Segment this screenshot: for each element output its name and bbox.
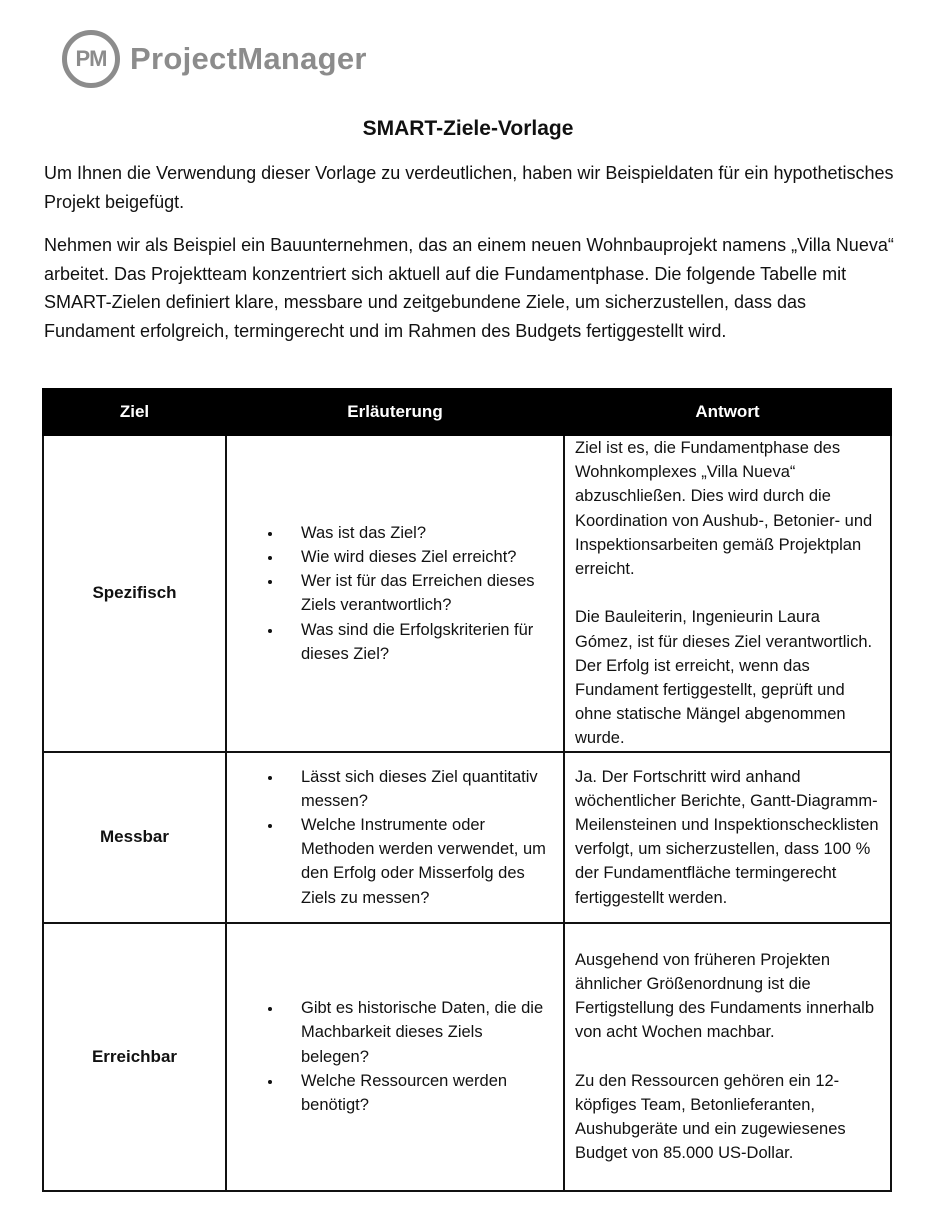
question-list (227, 521, 563, 666)
intro-paragraph-1: Um Ihnen die Verwendung dieser Vorlage zu verdeutlichen, haben wir Beispieldaten für ein hypothetisches Projekt beigefügt. (44, 163, 894, 212)
pm-logo-icon: PM (62, 30, 120, 88)
table-row (43, 923, 891, 1191)
question-item: • Wie wird dieses Ziel erreicht? (283, 545, 555, 569)
answer-paragraph: Ausgehend von früheren Projekten ähnlicher Größenordnung ist die Fertigstellung des Fundaments innerhalb von acht Wochen machbar. (575, 950, 875, 1042)
explanation-cell (226, 752, 564, 923)
answer-cell (564, 923, 891, 1191)
table-row (43, 752, 891, 923)
brand-name: ProjectManager (130, 41, 367, 76)
brand-logo (62, 30, 367, 88)
question-item: • Welche Ressourcen werden benötigt? (283, 1069, 555, 1117)
header-antwort: Antwort (564, 389, 891, 435)
question-item: • Was ist das Ziel? (283, 521, 555, 545)
answer-paragraph: Ja. Der Fortschritt wird anhand wöchentlicher Berichte, Gantt-Diagramm-Meilensteinen und Inspektionschecklisten verfolgt, um sicherzustellen, dass 100 % der Fundamentfläche termingerecht fertiggestellt werden. (575, 767, 879, 907)
goal-cell: Messbar (43, 752, 226, 923)
document-title: SMART-Ziele-Vorlage (362, 117, 574, 140)
explanation-cell (226, 923, 564, 1191)
question-item: • Gibt es historische Daten, die die Machbarkeit dieses Ziels belegen? (283, 996, 555, 1069)
question-item: • Wer ist für das Erreichen dieses Ziels verantwortlich? (283, 569, 555, 617)
answer-paragraph: Die Bauleiterin, Ingenieurin Laura Gómez, ist für dieses Ziel verantwortlich. Der Erfolg ist erreicht, wenn das Fundament fertiggestellt, geprüft und ohne statische Mängel abgenommen wurde. (575, 608, 873, 748)
header-ziel: Ziel (43, 389, 226, 435)
answer-cell (564, 435, 891, 752)
answer-cell (564, 752, 891, 923)
question-item: • Lässt sich dieses Ziel quantitativ messen? (283, 765, 555, 813)
smart-goals-table (42, 388, 892, 1192)
goal-cell: Spezifisch (43, 435, 226, 752)
question-item: • Was sind die Erfolgskriterien für dieses Ziel? (283, 618, 555, 666)
answer-paragraph: Ziel ist es, die Fundamentphase des Wohnkomplexes „Villa Nueva“ abzuschließen. Dies wird durch die Koordination von Aushub-, Betonier- und Inspektionsarbeiten gemäß Projektplan erreicht. (575, 439, 873, 579)
question-item: • Welche Instrumente oder Methoden werden verwendet, um den Erfolg oder Misserfolg des Ziels zu messen? (283, 813, 555, 910)
goal-cell: Erreichbar (43, 923, 226, 1191)
table-header-row (43, 389, 891, 435)
header-erlaeuterung: Erläuterung (226, 389, 564, 435)
question-list (227, 765, 563, 910)
explanation-cell (226, 435, 564, 752)
intro-paragraph-2: Nehmen wir als Beispiel ein Bauunternehmen, das an einem neuen Wohnbauprojekt namens „Villa Nueva“ arbeitet. Das Projektteam konzentriert sich aktuell auf die Fundamentphase. Die folgende Tabelle mit SMART-Zielen definiert klare, messbare und zeitgebundene Ziele, um sicherzustellen, dass das Fundament erfolgreich, termingerecht und im Rahmen des Budgets fertiggestellt wird. (44, 235, 894, 341)
answer-paragraph: Zu den Ressourcen gehören ein 12-köpfiges Team, Betonlieferanten, Aushubgeräte und ein zugewiesenes Budget von 85.000 US-Dollar. (575, 1071, 846, 1163)
table-row (43, 435, 891, 752)
question-list (227, 996, 563, 1117)
